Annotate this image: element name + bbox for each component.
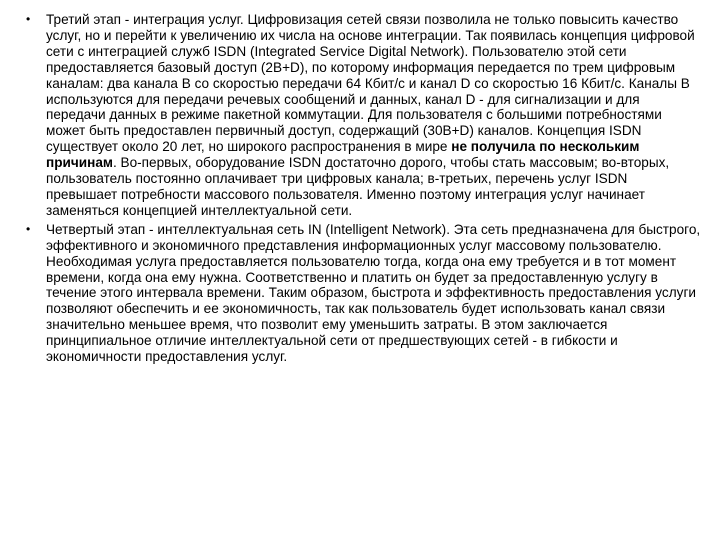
bullet-item-intelligent-network	[22, 222, 702, 365]
bullet-item-integration-stage	[22, 12, 702, 219]
bullet-dot-icon: •	[26, 12, 31, 26]
integration-stage-bold-text: не получила по нескольким причинам	[46, 139, 640, 171]
bullet-list	[22, 12, 702, 368]
bullet-dot-icon: •	[26, 221, 31, 236]
integration-stage-text-end: . Во-первых, оборудование ISDN достаточно дорого, чтобы стать массовым; во-вторых, пользователь постоянно оплачивает три цифровых канала; в-третьих, перечень услуг ISDN превышает потребности массового пользователя. Именно поэтому интеграция услуг начинает заменяться концепцией интеллектуальной сети.	[46, 155, 670, 218]
integration-stage-text: Третий этап - интеграция услуг. Цифровизация сетей связи позволила не только повысить качество услуг, но и перейти к увеличению их числа на основе интеграции. Так появилась концепция цифровой сети с интеграцией служб ISDN (Integrated Service Digital Network). Пользователю этой сети предоставляется базовый доступ (2B+D), по которому информация передается по трем цифровым каналам: два канала B со скоростью передачи 64 Кбит/с и канал D со скоростью 16 Кбит/с. Каналы B используются для передачи речевых сообщений и данных, канал D - для сигнализации и для передачи данных в режиме пакетной коммутации. Для пользователя с большими потребностями может быть предоставлен первичный доступ, содержащий (30B+D) каналов. Концепция ISDN существует около 20 лет, но широкого распространения в мире	[46, 12, 695, 155]
intelligent-network-text: Четвертый этап - интеллектуальная сеть IN (Intelligent Network). Эта сеть предназначена для быстрого, эффективного и экономичного представления информационных услуг массовому пользователю. Необходимая услуга предоставляется пользователю тогда, когда она ему требуется и в тот момент времени, когда она ему нужна. Соответственно и платить он будет за предоставленную услугу в течение этого интервала времени. Таким образом, быстрота и эффективность предоставления услуги позволяют обеспечить и ее экономичность, так как пользователь будет использовать канал связи значительно меньшее время, что позволит ему уменьшить затраты. В этом заключается принципиальное отличие интеллектуальной сети от предшествующих сетей - в гибкости и экономичности предоставления услуг.	[46, 221, 701, 365]
